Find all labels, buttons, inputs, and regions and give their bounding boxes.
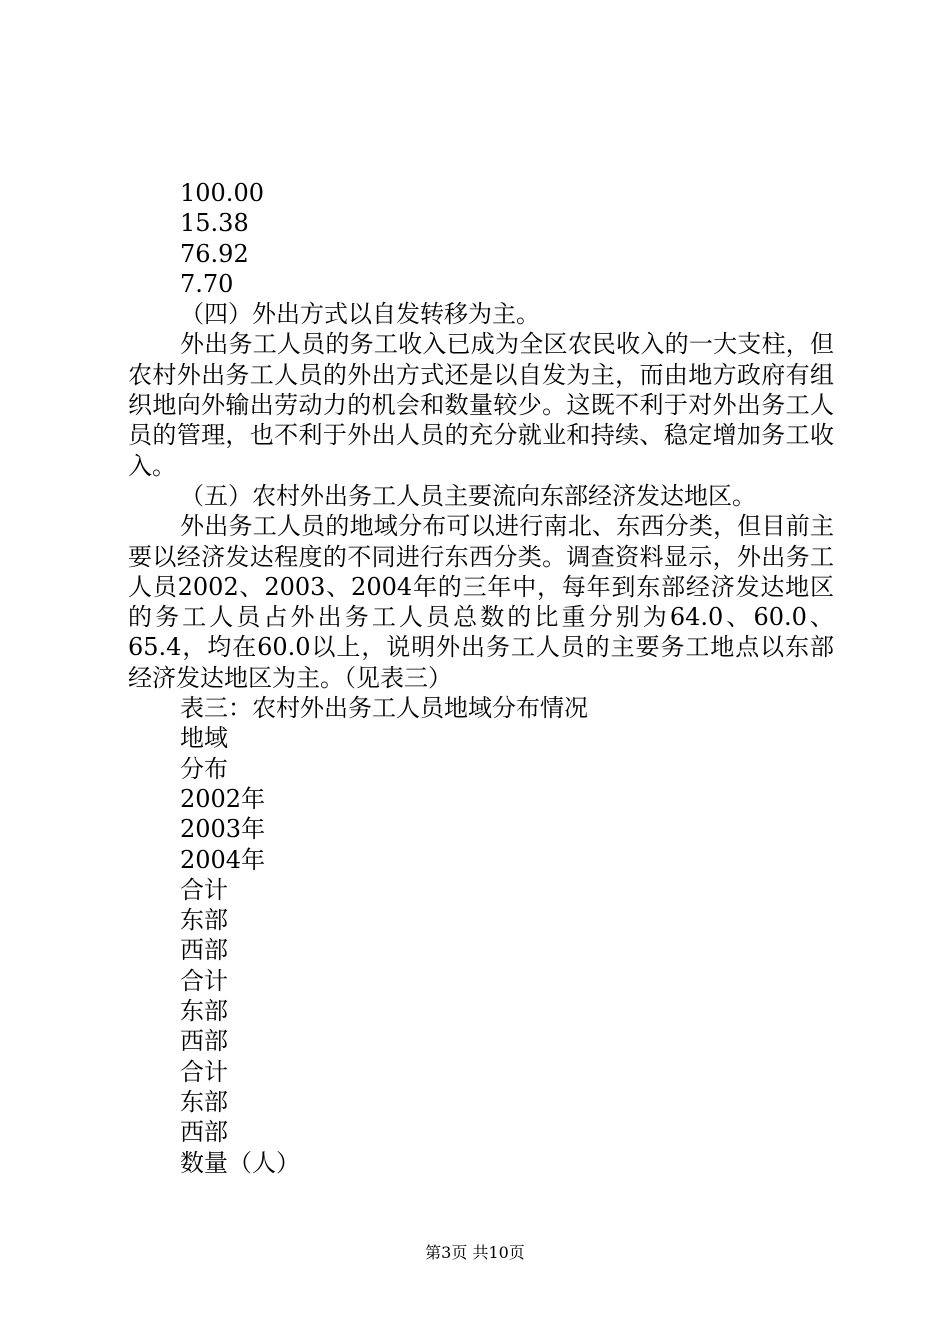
table-cell: 西部: [180, 1118, 228, 1147]
table-cell: 数量（人）: [180, 1148, 300, 1177]
document-body: [128, 178, 834, 1178]
table-cell: 2002年: [180, 784, 266, 813]
table-cell: 2004年: [180, 845, 266, 874]
page-footer: 第3页 共10页: [425, 1243, 525, 1262]
table-cell: 分布: [180, 754, 228, 783]
table-cell: 东部: [180, 997, 228, 1026]
table-value: 7.70: [180, 269, 234, 298]
table-cell: 合计: [180, 875, 228, 904]
table-cell: 合计: [180, 966, 228, 995]
section-4-paragraph: 外出务工人员的务工收入已成为全区农民收入的一大支柱，但农村外出务工人员的外出方式还是以自发为主，而由地方政府有组织地向外输出劳动力的机会和数量较少。这既不利于对外出务工人员的管理，也不利于外出人员的充分就业和持续、稳定增加务工收入。: [128, 330, 834, 480]
table-value: 76.92: [180, 239, 249, 268]
table-cell: 合计: [180, 1057, 228, 1086]
table-value: 100.00: [180, 179, 264, 207]
table-value: 15.38: [180, 209, 249, 238]
table-3-title: 表三：农村外出务工人员地域分布情况: [180, 694, 588, 723]
section-5-paragraph: 外出务工人员的地域分布可以进行南北、东西分类，但目前主要以经济发达程度的不同进行东西分类。调查资料显示，外出务工人员2002、2003、2004年的三年中，每年到东部经济发达地区的务工人员占外出务工人员总数的比重分别为64.0、60.0、65.4，均在60.0以上，说明外出务工人员的主要务工地点以东部经济发达地区为主。（见表三）: [128, 512, 834, 692]
table-cell: 西部: [180, 936, 228, 965]
table-cell: 2003年: [180, 815, 266, 844]
table-cell: 东部: [180, 906, 228, 935]
section-5-heading: （五）农村外出务工人员主要流向东部经济发达地区。: [180, 481, 756, 510]
section-4-heading: （四）外出方式以自发转移为主。: [180, 300, 540, 329]
table-cell: 东部: [180, 1087, 228, 1116]
table-cell: 地域: [180, 724, 228, 753]
table-cell: 西部: [180, 1027, 228, 1056]
